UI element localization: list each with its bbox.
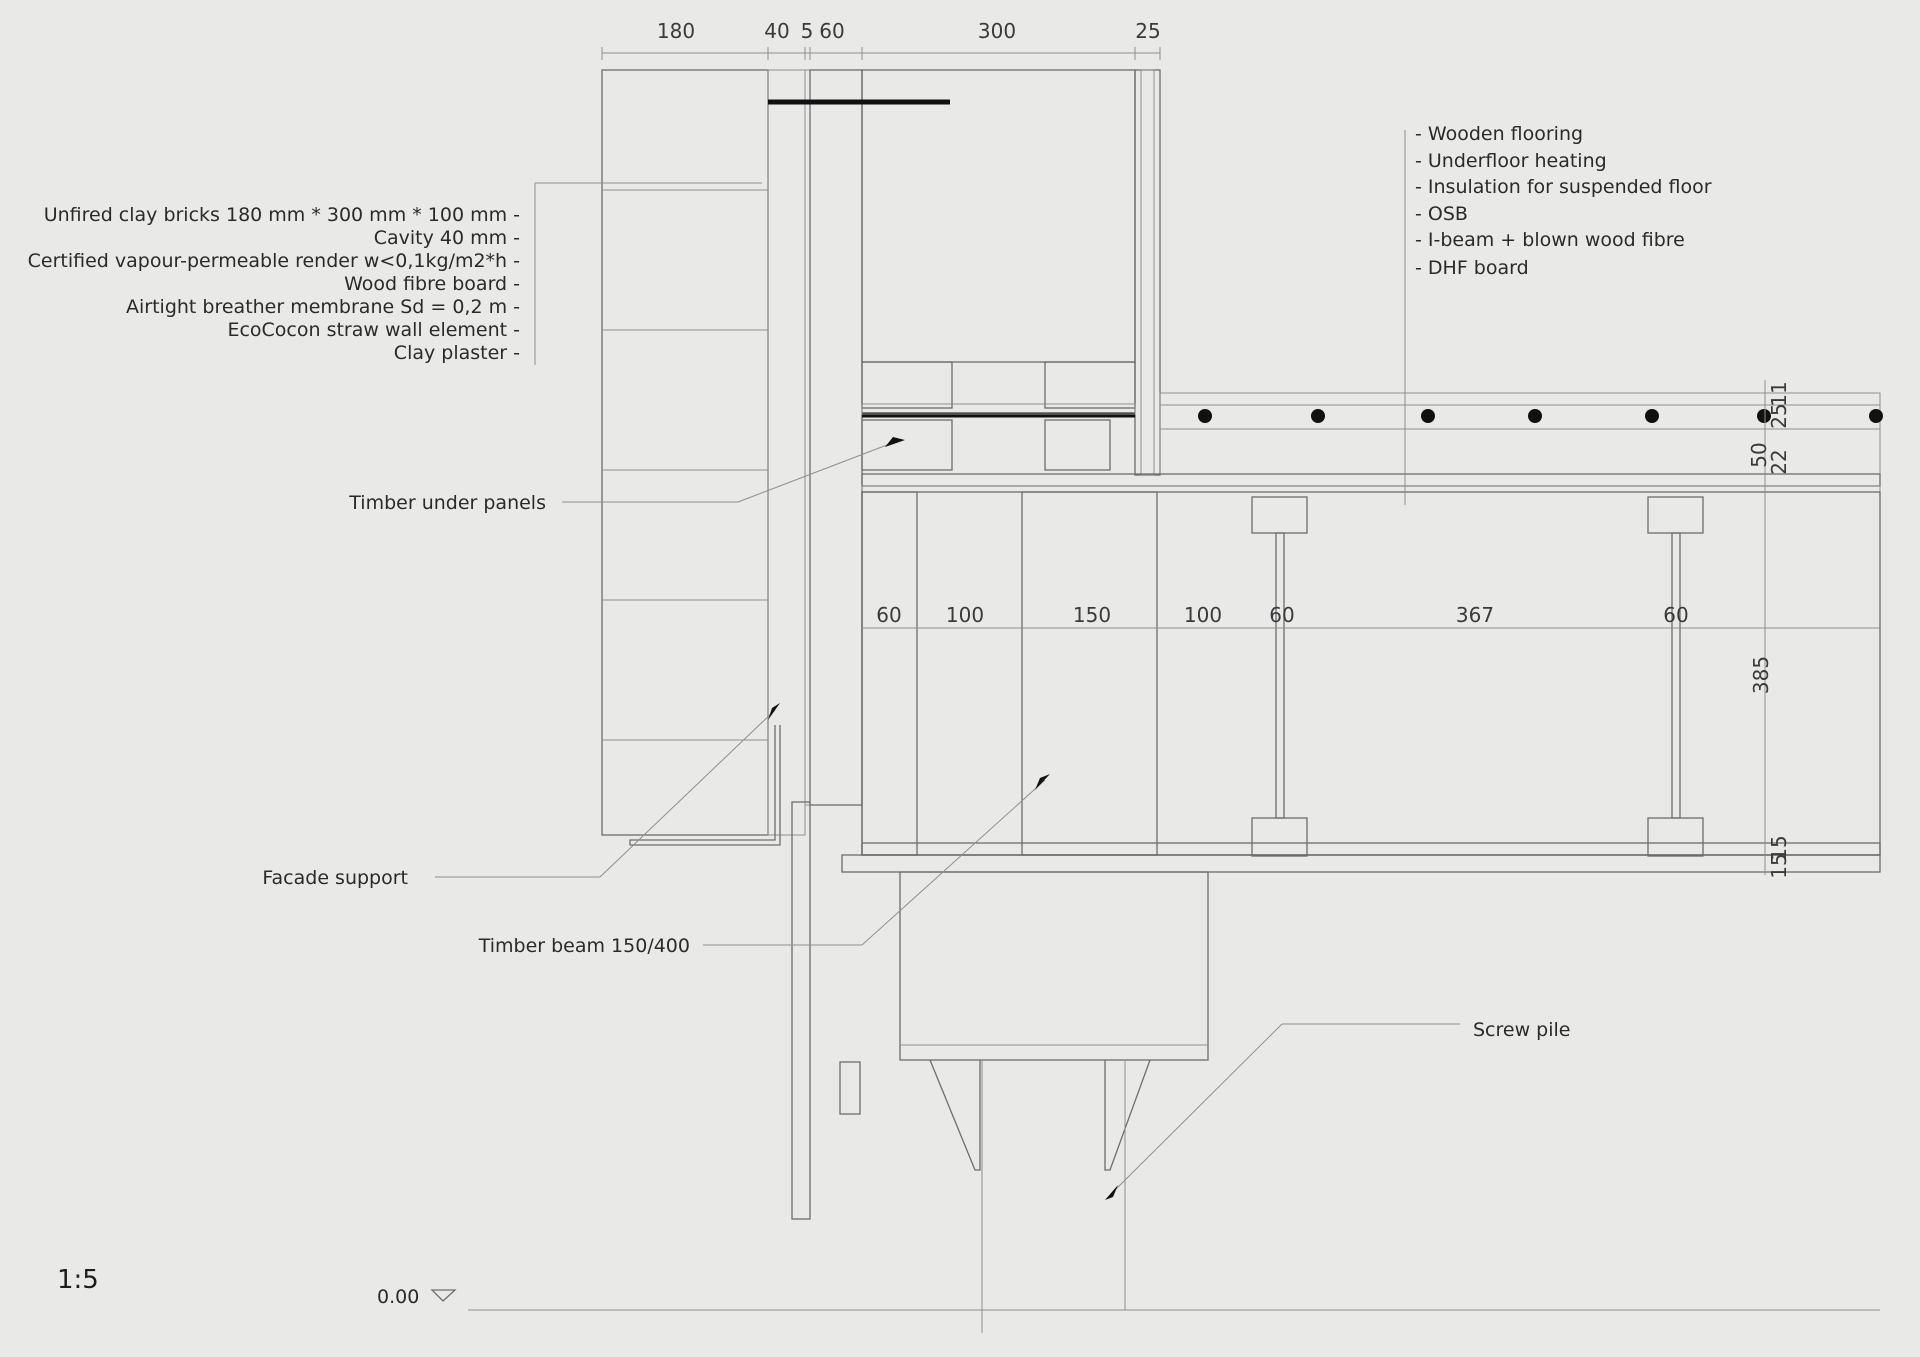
- dim-v-11: 11: [1767, 381, 1791, 407]
- floor-layer-labels: [1415, 123, 1712, 279]
- label-dhf-board: - DHF board: [1415, 257, 1529, 279]
- dim-floor-100b: 100: [1183, 603, 1223, 627]
- label-osb: - OSB: [1415, 203, 1468, 225]
- timber-under-panels: [862, 404, 1135, 470]
- floor-dimension-line: [862, 603, 1880, 628]
- scale-label: 1:5: [57, 1265, 99, 1295]
- wall-layer-labels: [28, 204, 520, 364]
- dim-floor-150: 150: [1072, 603, 1112, 627]
- arrowhead-facade: [768, 703, 780, 720]
- dim-5: 5: [800, 19, 814, 43]
- dim-180: 180: [656, 19, 696, 43]
- label-clay-plaster: Clay plaster -: [393, 342, 520, 364]
- label-breather-membrane: Airtight breather membrane Sd = 0,2 m -: [126, 296, 520, 318]
- dim-300: 300: [977, 19, 1017, 43]
- dim-floor-100a: 100: [945, 603, 985, 627]
- ground-level-line: [432, 1290, 1880, 1310]
- clay-brick-wall: [602, 70, 768, 835]
- dim-25: 25: [1135, 19, 1161, 43]
- dim-v-385: 385: [1749, 655, 1773, 695]
- label-timber-beam: Timber beam 150/400: [478, 935, 690, 957]
- label-wood-fibre-board: Wood fibre board -: [344, 273, 520, 295]
- floor-buildup: [842, 393, 1880, 872]
- dim-v-50: 50: [1747, 442, 1771, 468]
- label-screw-pile: Screw pile: [1473, 1019, 1571, 1041]
- i-beam-1: [1252, 497, 1307, 856]
- label-insulation: - Insulation for suspended floor: [1415, 176, 1712, 198]
- dim-floor-60a: 60: [876, 603, 902, 627]
- arrowhead-beam: [1035, 774, 1050, 790]
- dim-40: 40: [764, 19, 790, 43]
- dim-v-15a: 15: [1767, 835, 1791, 861]
- dim-v-15b: 15: [1767, 853, 1791, 879]
- dim-60: 60: [819, 19, 845, 43]
- screw-pile: [930, 1060, 1150, 1333]
- dim-floor-60b: 60: [1269, 603, 1295, 627]
- label-cavity: Cavity 40 mm -: [373, 227, 520, 249]
- label-i-beam: - I-beam + blown wood fibre: [1415, 229, 1685, 251]
- label-render: Certified vapour-permeable render w<0,1kg/m2*h -: [27, 250, 520, 272]
- dim-floor-60c: 60: [1663, 603, 1689, 627]
- arrowhead-pile: [1105, 1185, 1118, 1200]
- wall-cavity-and-board: [768, 70, 862, 835]
- label-clay-bricks: Unfired clay bricks 180 mm * 300 mm * 100 mm -: [43, 204, 520, 226]
- level-label: 0.00: [377, 1286, 420, 1308]
- label-underfloor-heating: - Underfloor heating: [1415, 150, 1607, 172]
- arrowhead-timber-panels: [885, 437, 905, 447]
- label-timber-under-panels: Timber under panels: [349, 492, 546, 514]
- i-beam-2: [1648, 497, 1703, 856]
- leader-lines: [435, 130, 1460, 1200]
- label-ecococon: EcoCocon straw wall element -: [227, 319, 520, 341]
- top-dimension-line: [602, 19, 1161, 60]
- timber-beam: [900, 872, 1208, 1060]
- label-wooden-flooring: - Wooden flooring: [1415, 123, 1584, 145]
- dim-v-25: 25: [1767, 403, 1791, 429]
- vertical-dimension-line: [1747, 380, 1791, 879]
- facade-support-bracket: [630, 725, 860, 1219]
- dim-v-22: 22: [1767, 449, 1791, 475]
- dim-floor-367: 367: [1455, 603, 1495, 627]
- label-facade-support: Facade support: [262, 867, 408, 889]
